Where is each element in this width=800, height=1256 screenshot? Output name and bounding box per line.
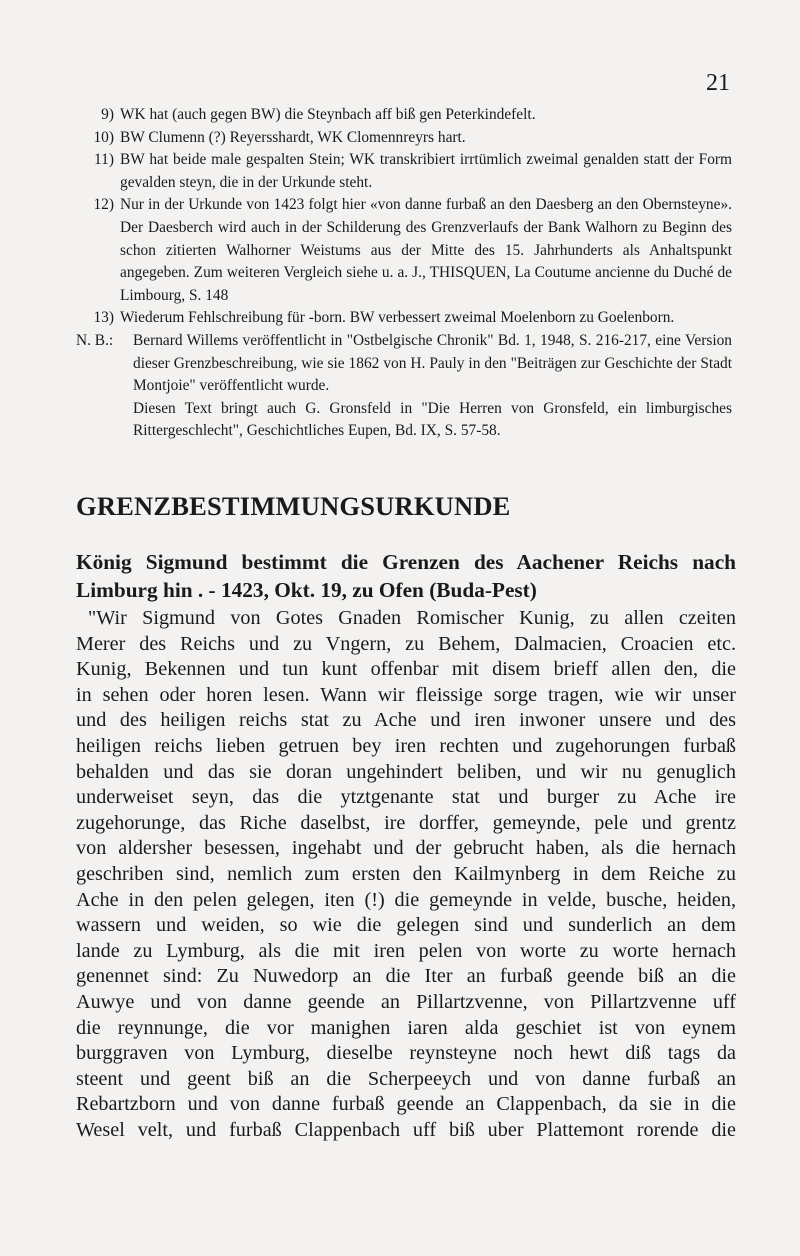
footnote-number: 12) [93, 196, 114, 214]
body-line: Kunig, Bekennen und tun kunt offenbar mit disem brieff allen den, die [76, 658, 736, 681]
footnote-10 [76, 127, 732, 150]
body-line: genennet sind: Zu Nuwedorp an die Iter an furbaß geende biß an die [76, 965, 736, 988]
body-line: wassern und weiden, so wie die gelegen sind und sunderlich an dem [76, 914, 736, 937]
page-number: 21 [706, 70, 730, 96]
body-line: Auwye und von danne geende an Pillartzvenne, von Pillartzvenne uff [76, 990, 736, 1013]
body-line: underweiset seyn, das die ytztgenante stat und burger zu Ache ire [76, 786, 736, 809]
footnote-text: Wiederum Fehlschreibung für -born. BW verbessert zweimal Moelenborn zu Goelenborn. [120, 309, 675, 327]
body-line: und des heiligen reichs stat zu Ache und iren inwoner unsere und des [76, 709, 736, 732]
body-line: von aldersher besessen, ingehabt und der gebrucht haben, als die hernach [76, 837, 736, 860]
document-subheading: König Sigmund bestimmt die Grenzen des Aachener Reichs nach Limburg hin . - 1423, Okt. 19, zu Ofen (Buda-Pest) [76, 550, 736, 602]
footnote-number: 11) [94, 151, 114, 169]
footnote-text: Nur in der Urkunde von 1423 folgt hier «von danne furbaß an den Daesberg an den Obernsteyne». Der Daesberch wird auch in der Schilderung des Grenzverlaufs der Bank Walhorn zu Beginn des schon zitierten Walhorner Weistums aus der Mitte des 15. Jahrhunderts als Anhaltspunkt angegeben. Zum weiteren Vergleich siehe u. a. J., THISQUEN, La Coutume ancienne du Duché de Limbourg, S. 148 [120, 196, 732, 304]
footnote-12 [76, 194, 732, 307]
body-line: zugehorunge, das Riche daselbst, ire dorffer, gemeynde, pele und grentz [76, 811, 736, 834]
footnote-13 [76, 307, 732, 330]
body-line: Wesel velt, und furbaß Clappenbach uff biß uber Plattemont rorende die [76, 1118, 736, 1141]
body-line: heiligen reichs lieben getruen bey iren rechten und zugehorungen furbaß [76, 734, 736, 757]
nota-bene-paragraph: Diesen Text bringt auch G. Gronsfeld in "Die Herren von Gronsfeld, ein limburgisches Rittergeschlecht", Geschichtliches Eupen, Bd. IX, S. 57-58. [133, 399, 732, 440]
footnote-number: 9) [101, 106, 114, 123]
body-line: steent und geent biß an die Scherpeeych und von danne furbaß an [76, 1067, 736, 1090]
nota-bene-body [133, 330, 732, 443]
body-line: Merer des Reichs und zu Vngern, zu Behem, Dalmacien, Croacien etc. [76, 632, 736, 655]
body-line: in sehen oder horen lesen. Wann wir fleissige sorge tragen, wie wir unser [76, 683, 736, 706]
body-line: Rebartzborn und von danne furbaß geende an Clappenbach, da sie in die [76, 1093, 736, 1116]
nota-bene-paragraph: Bernard Willems veröffentlicht in "Ostbelgische Chronik" Bd. 1, 1948, S. 216-217, eine Version dieser Grenzbeschreibung, wie sie 1862 von H. Pauly in den "Beiträgen zur Geschichte der Stadt Montjoie" veröffentlicht wurde. [133, 331, 732, 395]
footnote-text: BW Clumenn (?) Reyersshardt, WK Clomennreyrs hart. [120, 128, 466, 146]
footnote-9 [76, 104, 732, 127]
body-line: burggraven von Lymburg, dieselbe reynsteyne noch hewt diß tags da [76, 1042, 736, 1065]
footnote-text: BW hat beide male gespalten Stein; WK transkribiert irrtümlich zweimal genalden statt der Form gevalden steyn, die in der Urkunde steht. [120, 151, 732, 191]
nota-bene [76, 330, 732, 443]
body-line: lande zu Lymburg, als die mit iren pelen von worte zu worte hernach [76, 939, 736, 962]
body-line: die reynnunge, die vor manighen iaren alda geschiet ist von eynem [76, 1016, 736, 1039]
section-heading: GRENZBESTIMMUNGSURKUNDE [76, 491, 511, 521]
footnote-11 [76, 149, 732, 194]
body-line: Ache in den pelen gelegen, iten (!) die gemeynde in velde, busche, heiden, [76, 888, 736, 911]
body-line: geschriben sind, nemlich zum ersten den Kailmynberg in dem Reiche zu [76, 862, 736, 885]
nota-bene-label: N. B.: [76, 331, 114, 349]
footnote-number: 10) [93, 128, 114, 146]
footnote-number: 13) [93, 309, 114, 327]
footnote-text: WK hat (auch gegen BW) die Steynbach aff biß gen Peterkindefelt. [120, 106, 536, 123]
body-line: behalden und das sie doran ungehindert beliben, und wir nu genuglich [76, 760, 736, 783]
body-line: "Wir Sigmund von Gotes Gnaden Romischer Kunig, zu allen czeiten [88, 607, 736, 629]
document-body [76, 606, 736, 1143]
footnotes [76, 104, 732, 443]
